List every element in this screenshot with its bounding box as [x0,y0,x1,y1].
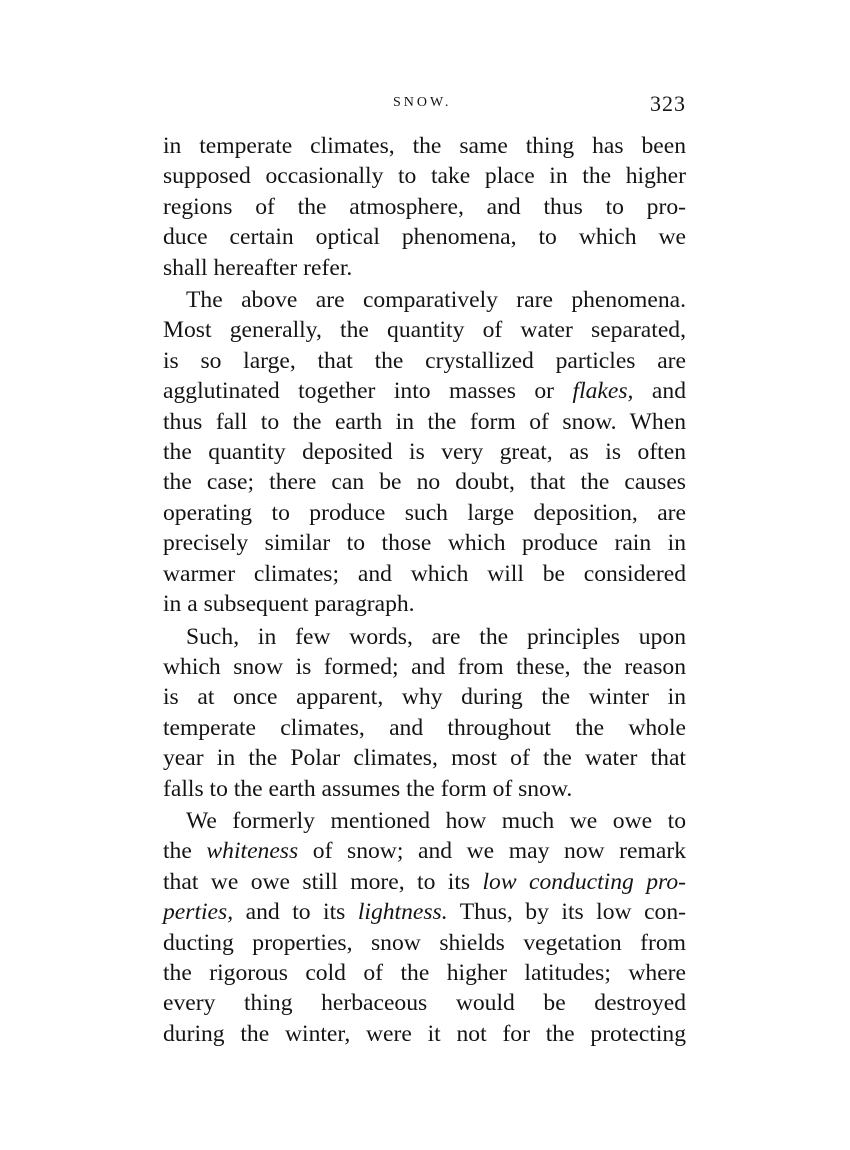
text-run: that we owe still more, to its [163,868,483,895]
text-line: is at once apparent, why during the winter in [163,684,686,711]
text-line [163,897,686,927]
text-line: We formerly mentioned how much we owe to [186,807,686,834]
text-line: during the winter, were it not for the protecting [163,1020,686,1047]
text-line: ducting properties, snow shields vegetation from [163,929,686,956]
text-run: the [163,838,207,865]
text-line: temperate climates, and throughout the whole [163,714,686,741]
text-line: the rigorous cold of the higher latitudes; where [163,959,686,986]
text-line: shall hereafter refer. [163,254,353,281]
text-line: thus fall to the earth in the form of snow. When [163,408,686,435]
text-line: year in the Polar climates, most of the water that [163,745,686,772]
italic-term: flakes, [572,378,634,405]
page-number: 323 [650,91,686,116]
text-line: Such, in few words, are the principles upon [186,623,686,650]
text-line: operating to produce such large deposition, are [163,499,686,526]
text-run: of snow; and we may now remark [298,838,686,865]
text-run: and to its [233,899,358,926]
text-run: agglutinated together into masses or [163,378,573,405]
text-line [163,376,686,406]
italic-term: perties, [163,899,234,926]
body-text [163,131,686,1049]
italic-term: whiteness [206,838,299,865]
text-line: which snow is formed; and from these, the reason [163,653,686,680]
text-line: precisely similar to those which produce rain in [163,530,686,557]
italic-term: low conducting pro- [482,868,686,895]
text-run: and [633,378,686,405]
text-line: The above are comparatively rare phenomena. [186,287,686,314]
paragraph-3 [163,622,686,804]
text-line [163,867,686,897]
text-line: is so large, that the crystallized particles are [163,347,686,374]
text-line: regions of the atmosphere, and thus to pro- [163,193,686,220]
running-head [163,91,686,121]
text-run: Thus, by its low con- [447,899,686,926]
text-line: the quantity deposited is very great, as is often [163,439,686,466]
paragraph-4 [163,806,686,1049]
text-line [163,836,686,866]
text-line: falls to the earth assumes the form of snow. [163,775,573,802]
text-line: every thing herbaceous would be destroyed [163,990,686,1017]
running-head-title: SNOW. [393,95,452,110]
text-line: warmer climates; and which will be considered [163,560,686,587]
text-line: in a subsequent paragraph. [163,591,415,618]
paragraph-1 [163,131,686,283]
text-line: supposed occasionally to take place in the higher [163,163,686,190]
paragraph-2 [163,285,686,619]
text-line: in temperate climates, the same thing has been [163,133,686,159]
text-line: the case; there can be no doubt, that the causes [163,469,686,496]
text-line: Most generally, the quantity of water separated, [163,317,686,344]
italic-term: lightness. [357,899,448,926]
text-line: duce certain optical phenomena, to which we [163,224,686,251]
